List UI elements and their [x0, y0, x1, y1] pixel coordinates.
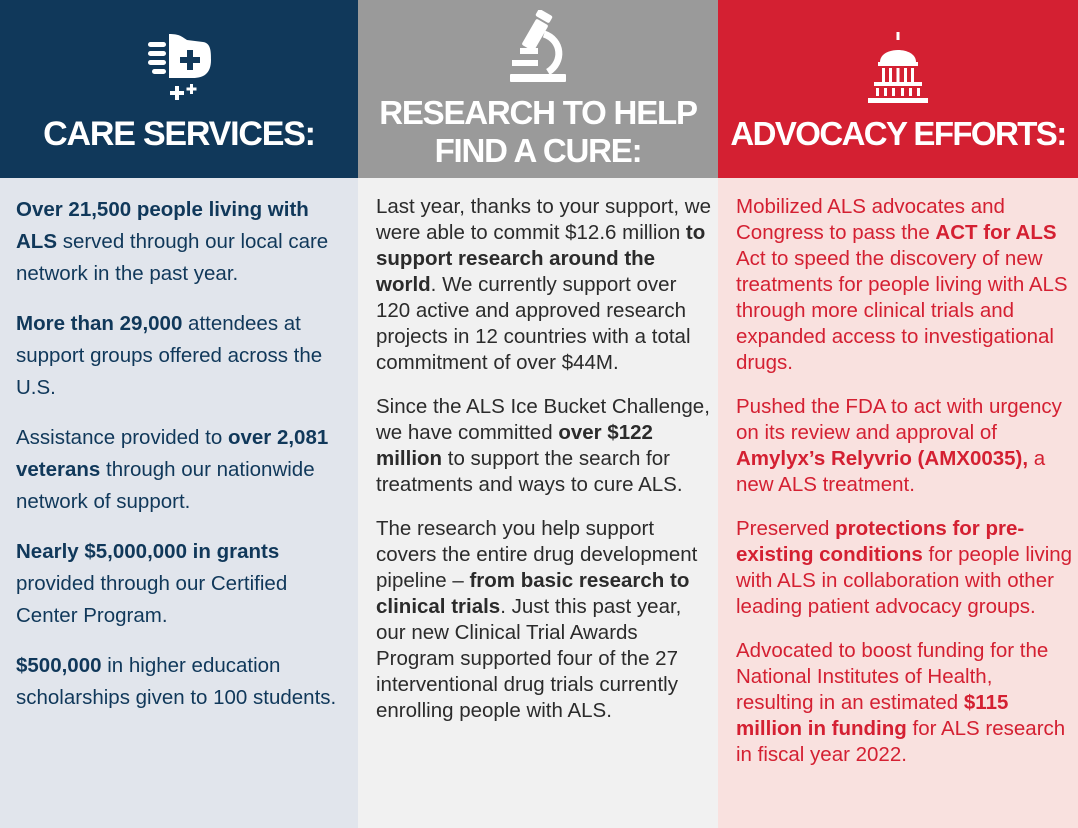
bold-text: More than 29,000: [16, 312, 183, 335]
advocacy-body: [718, 178, 1078, 828]
text: . We currently support over 120 active and approved research projects in 12 countries with a total commitment of over $44M.: [376, 273, 691, 374]
text: through our nationwide network of support.: [16, 458, 315, 513]
care-services-title: CARE SERVICES:: [43, 115, 315, 153]
capitol-building-icon: [866, 32, 930, 109]
text: for ALS research in fiscal year 2022.: [736, 717, 1066, 766]
care-services-column: [0, 0, 358, 828]
care-services-body: [0, 178, 358, 828]
text: Act to speed the discovery of new treatments for people living with ALS through more clinical trials and expanded access to investigational drugs.: [736, 247, 1068, 374]
bold-text: over 2,081 veterans: [16, 426, 329, 481]
text: for people living with ALS in collaboration with other leading patient advocacy groups.: [736, 543, 1073, 618]
research-column: [358, 0, 718, 828]
text: served through our local care network in the past year.: [16, 230, 329, 285]
research-title-line-1: RESEARCH TO HELP: [379, 94, 697, 131]
text: Assistance provided to: [16, 426, 228, 449]
bold-text: over $122 million: [376, 421, 653, 470]
care-stat-attendees: [16, 308, 350, 404]
advocacy-paragraph-4: [736, 638, 1074, 768]
text: Advocated to boost funding for the National Institutes of Health, resulting in an estimated: [736, 639, 1049, 714]
advocacy-paragraph-2: [736, 394, 1074, 498]
text: to support the search for treatments and ways to cure ALS.: [376, 447, 683, 496]
care-stat-grants: [16, 536, 350, 632]
bold-text: to support research around the world: [376, 221, 706, 296]
bold-text: ACT for ALS: [935, 221, 1057, 244]
bold-text: Amylyx’s Relyvrio (AMX0035),: [736, 447, 1029, 470]
helping-hand-icon: [145, 30, 213, 111]
text: attendees at support groups offered across the U.S.: [16, 312, 323, 399]
research-title-line-2: FIND A CURE:: [434, 132, 642, 169]
advocacy-paragraph-1: [736, 194, 1074, 376]
text: provided through our Certified Center Program.: [16, 572, 288, 627]
research-paragraph-2: [376, 394, 712, 498]
care-stat-people: [16, 194, 350, 290]
text: . Just this past year, our new Clinical Trial Awards Program supported four of the 27 interventional drug trials currently enrolling people with ALS.: [376, 595, 682, 722]
research-paragraph-3: [376, 516, 712, 724]
text: The research you help support covers the entire drug development pipeline –: [376, 517, 698, 592]
bold-text: Nearly $5,000,000 in grants: [16, 540, 280, 563]
advocacy-column: [718, 0, 1078, 828]
advocacy-title: ADVOCACY EFFORTS:: [730, 115, 1066, 152]
care-stat-veterans: [16, 422, 350, 518]
text: in higher education scholarships given to 100 students.: [16, 654, 337, 709]
bold-text: $500,000: [16, 654, 102, 677]
advocacy-header: [718, 0, 1078, 178]
research-body: [358, 178, 718, 828]
text: Pushed the FDA to act with urgency on its review and approval of: [736, 395, 1062, 444]
microscope-icon: [508, 10, 568, 89]
care-stat-scholarships: [16, 650, 350, 714]
research-paragraph-1: [376, 194, 712, 376]
text: Preserved: [736, 517, 836, 540]
care-services-header: [0, 0, 358, 178]
advocacy-paragraph-3: [736, 516, 1074, 620]
text: Mobilized ALS advocates and Congress to pass the: [736, 195, 1005, 244]
research-header: [358, 0, 718, 178]
bold-text: Over 21,500 people living with ALS: [16, 198, 309, 253]
bold-text: $115 million in funding: [736, 691, 1009, 740]
research-title: [358, 94, 718, 170]
text: a new ALS treatment.: [736, 447, 1046, 496]
text: Last year, thanks to your support, we were able to commit $12.6 million: [376, 195, 712, 244]
bold-text: from basic research to clinical trials: [376, 569, 690, 618]
text: Since the ALS Ice Bucket Challenge, we have committed: [376, 395, 710, 444]
bold-text: protections for pre-existing conditions: [736, 517, 1025, 566]
